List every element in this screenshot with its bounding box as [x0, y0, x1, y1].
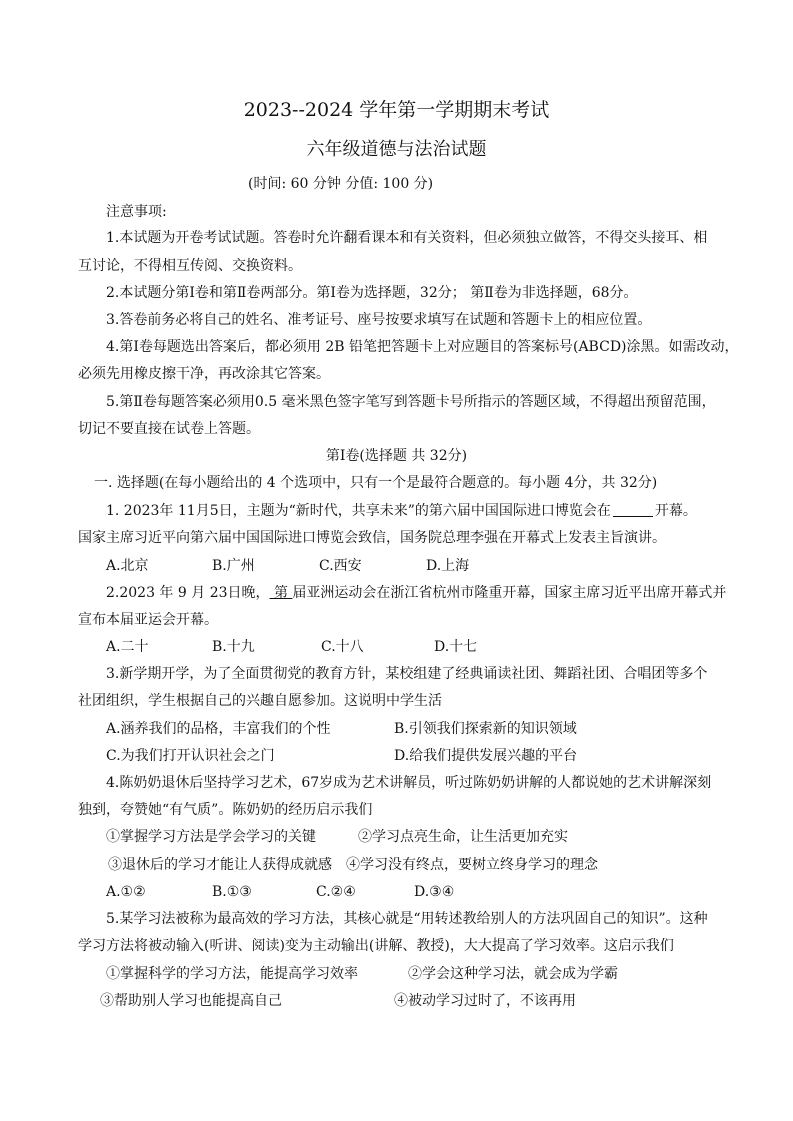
question-2-option-a: A.二十	[106, 639, 149, 655]
question-4-option-b: B.①③	[212, 884, 252, 900]
question-2-text-a: 2.2023 年 9 月 23日晚，	[106, 585, 270, 601]
question-2-line-2: 宣布本届亚运会开幕。	[78, 612, 218, 628]
question-2-underlined: 第	[269, 585, 293, 601]
question-4-statement-4: ④学习没有终点，要树立终身学习的理念	[346, 857, 598, 873]
question-5-statement-1: ①掌握科学的学习方法，能提高学习效率	[106, 966, 358, 982]
question-4-line-1: 4.陈奶奶退休后坚持学习艺术，67岁成为艺术讲解员，听过陈奶奶讲解的人都说她的艺术讲解深刻	[106, 775, 712, 791]
question-3-option-b: B.引领我们探索新的知识领域	[394, 721, 577, 737]
notice-item-3: 3.答卷前务必将自己的姓名、准考证号、座号按要求填写在试题和答题卡上的相应位置。	[106, 312, 652, 328]
question-3-line-1: 3.新学期开学，为了全面贯彻党的教育方针，某校组建了经典诵读社团、舞蹈社团、合唱团等多个	[106, 666, 708, 682]
question-4-option-c: C.②④	[316, 884, 356, 900]
question-1-line-2: 国家主席习近平向第六届中国国际进口博览会致信，国务院总理李强在开幕式上发表主旨演讲。	[78, 530, 666, 546]
exam-subtitle: 六年级道德与法治试题	[306, 139, 487, 160]
question-1-option-c: C.西安	[319, 558, 362, 574]
notice-item-1-line-2: 互讨论，不得相互传阅、交换资料。	[78, 258, 302, 274]
notice-item-4-line-2: 必须先用橡皮擦干净，再改涂其它答案。	[78, 366, 330, 382]
question-4-statement-3: ③退休后的学习才能让人获得成就感	[108, 857, 332, 873]
question-1-option-d: D.上海	[426, 558, 470, 574]
question-1-text-a: 1. 2023年 11月5日，主题为“新时代，共享未来”的第六届中国国际进口博览会在	[106, 503, 611, 519]
notice-item-2: 2.本试题分第Ⅰ卷和第Ⅱ卷两部分。第Ⅰ卷为选择题，32分； 第Ⅱ卷为非选择题，68分。	[106, 285, 638, 301]
question-1-text-b: 开幕。	[654, 503, 697, 519]
question-3-option-a: A.涵养我们的品格，丰富我们的个性	[106, 721, 331, 737]
question-2-option-d: D.十七	[434, 639, 478, 655]
question-3-line-2: 社团组织，学生根据自己的兴趣自愿参加。这说明中学生活	[78, 693, 442, 709]
question-4-option-a: A.①②	[106, 884, 146, 900]
question-5-statement-2: ②学会这种学习法，就会成为学霸	[408, 966, 618, 982]
answer-blank	[613, 502, 653, 517]
question-2-text-b: 届亚洲运动会在浙江省杭州市隆重开幕，国家主席习近平出席开幕式并	[292, 585, 727, 601]
section-heading: 第Ⅰ卷(选择题 共 32分)	[325, 448, 468, 464]
question-3-option-c: C.为我们打开认识社会之门	[106, 748, 275, 764]
notice-item-1-line-1: 1.本试题为开卷考试试题。答卷时允许翻看课本和有关资料，但必须独立做答，不得交头接耳、相	[106, 230, 708, 246]
question-5-line-2: 学习方法将被动输入(听讲、阅读)变为主动输出(讲解、教授)，大大提高了学习效率。这启示我们	[78, 938, 674, 954]
notice-item-4-line-1: 4.第Ⅰ卷每题选出答案后，都必须用 2B 铅笔把答题卡上对应题目的答案标号(ABCD)涂黑。如需改动，	[106, 339, 739, 355]
question-5-statement-4: ④被动学习过时了，不该再用	[394, 993, 576, 1009]
notice-item-5-line-2: 切记不要直接在试卷上答题。	[78, 421, 260, 437]
time-score-line: (时间: 60 分钟 分值: 100 分)	[248, 176, 434, 192]
question-3-option-d: D.给我们提供发展兴趣的平台	[394, 748, 578, 764]
notice-item-5-line-1: 5.第Ⅱ卷每题答案必须用0.5 毫米黑色签字笔写到答题卡号所指示的答题区域，不得超出预留范围，	[106, 394, 716, 410]
question-2-line-1	[106, 583, 726, 603]
question-1-option-b: B.广州	[212, 558, 255, 574]
question-4-line-2: 独到，夸赞她“有气质”。陈奶奶的经历启示我们	[78, 802, 373, 818]
question-1-option-a: A.北京	[106, 558, 149, 574]
question-5-line-1: 5.某学习法被称为最高效的学习方法，其核心就是“用转述教给别人的方法巩固自己的知识”。这种	[106, 911, 708, 927]
question-5-statement-3: ③帮助别人学习也能提高自己	[100, 993, 282, 1009]
question-1-line-1	[106, 501, 697, 521]
exam-title: 2023--2024 学年第一学期期末考试	[243, 99, 550, 121]
section-instruction: 一. 选择题(在每小题给出的 4 个选项中，只有一个是最符合题意的。每小题 4分，共 32分)	[94, 475, 658, 491]
question-4-statement-2: ②学习点亮生命，让生活更加充实	[358, 829, 568, 845]
question-4-option-d: D.③④	[414, 884, 455, 900]
question-2-option-c: C.十八	[321, 639, 364, 655]
question-2-option-b: B.十九	[212, 639, 255, 655]
notice-heading: 注意事项:	[106, 204, 167, 220]
question-4-statement-1: ①掌握学习方法是学会学习的关键	[106, 829, 316, 845]
